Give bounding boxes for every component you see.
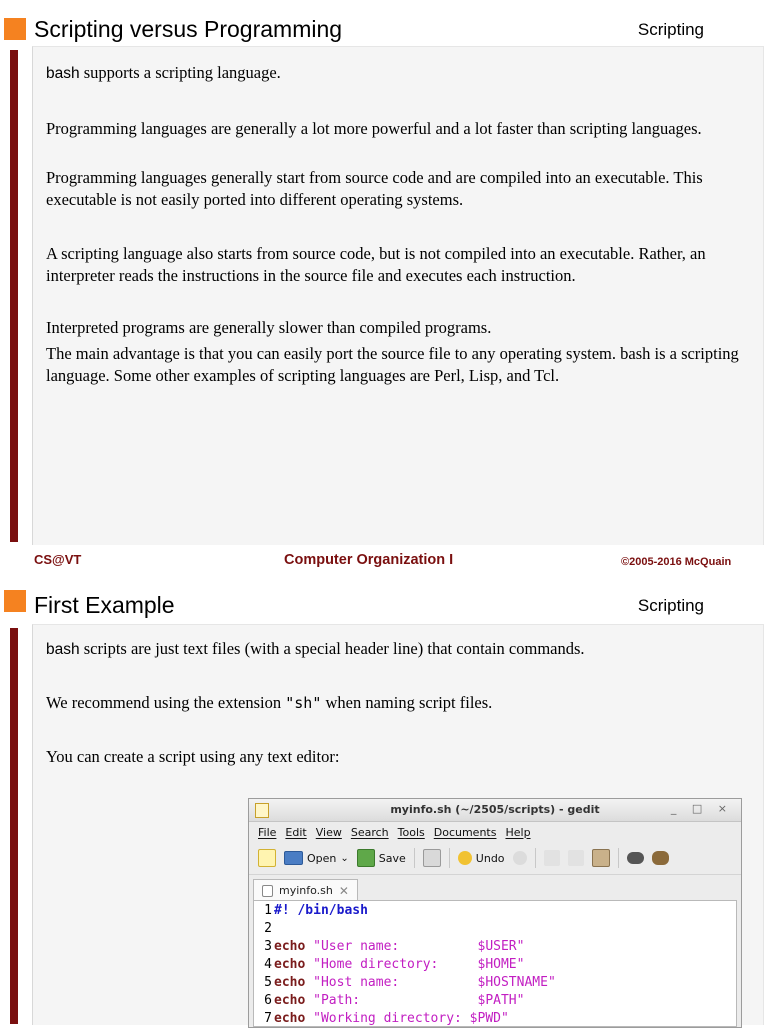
paragraph-text: Programming languages are generally a lot more powerful and a lot faster than scripting languages.: [46, 119, 702, 138]
new-button[interactable]: [258, 849, 276, 867]
paste-button[interactable]: [592, 849, 610, 867]
string-literal: "User name: $USER": [305, 939, 525, 954]
copy-button[interactable]: [568, 850, 584, 866]
footer-course: Computer Organization I: [284, 552, 454, 568]
menu-view[interactable]: View: [315, 825, 342, 839]
string-literal: "Path: $PATH": [305, 993, 525, 1008]
printer-icon: [423, 849, 441, 867]
paragraph: [46, 62, 740, 85]
code-line: [254, 938, 736, 956]
undo-label: Undo: [475, 851, 505, 865]
side-bar: [10, 628, 18, 1024]
echo-keyword: echo: [274, 957, 306, 972]
toolbar-separator: [414, 848, 415, 868]
slide-first-example: [0, 580, 768, 1024]
paragraph: [46, 118, 740, 140]
line-number: 1: [264, 903, 272, 918]
code-editor[interactable]: [253, 900, 737, 1027]
title-marker: [4, 590, 26, 612]
binoculars-icon: [627, 852, 644, 864]
paragraph: [46, 343, 740, 387]
menu-search[interactable]: Search: [350, 825, 389, 839]
line-number: 2: [264, 921, 272, 936]
echo-keyword: echo: [274, 975, 306, 990]
menu-help[interactable]: Help: [505, 825, 531, 839]
extension-code: "sh": [285, 694, 322, 712]
line-number: 6: [264, 993, 272, 1008]
paragraph: [46, 243, 740, 287]
code-line: [254, 920, 736, 938]
echo-keyword: echo: [274, 939, 306, 954]
open-label: Open: [307, 851, 337, 865]
toolbar-separator: [449, 848, 450, 868]
line-number: 4: [264, 957, 272, 972]
string-literal: "Home directory: $HOME": [305, 957, 525, 972]
find-button[interactable]: [627, 852, 644, 864]
open-button[interactable]: [284, 851, 349, 865]
toolbar-separator: [618, 848, 619, 868]
string-literal: "Host name: $HOSTNAME": [305, 975, 556, 990]
new-document-icon: [258, 849, 276, 867]
save-button[interactable]: [357, 849, 406, 867]
undo-icon: [458, 851, 472, 865]
menu-file[interactable]: File: [258, 825, 277, 839]
tab-label: myinfo.sh: [279, 884, 333, 897]
paragraph-text: when naming script files.: [321, 693, 493, 712]
menu-tools[interactable]: Tools: [397, 825, 425, 839]
slide-title: First Example: [34, 592, 175, 618]
undo-button[interactable]: [458, 851, 505, 865]
paragraph-text: A scripting language also starts from source code, but is not compiled into an executable. Rather, an interpreter reads the instructions in the source file and executes each instruction.: [46, 244, 706, 285]
paragraph-text: We recommend using the extension: [46, 693, 286, 712]
string-literal: "Working directory: $PWD": [305, 1011, 509, 1026]
copy-icon: [568, 850, 584, 866]
paragraph: [46, 638, 740, 661]
paste-icon: [592, 849, 610, 867]
toolbar-separator: [535, 848, 536, 868]
line-number: 5: [264, 975, 272, 990]
menu-bar: [249, 822, 741, 842]
toolbar: [249, 842, 741, 875]
code-line: [254, 902, 736, 920]
paragraph-text: supports a scripting language.: [79, 63, 281, 82]
line-number: 7: [264, 1011, 272, 1026]
menu-edit[interactable]: Edit: [285, 825, 307, 839]
paragraph: [46, 746, 740, 768]
gedit-window: [248, 798, 742, 1028]
code-line: [254, 992, 736, 1010]
folder-icon: [284, 851, 303, 865]
window-controls[interactable]: _ □ ×: [670, 802, 733, 815]
section-label: Scripting: [637, 20, 704, 39]
chevron-down-icon: ⌄: [340, 852, 349, 864]
find-replace-icon: [652, 851, 669, 865]
cut-icon: [544, 850, 560, 866]
window-title: myinfo.sh (~/2505/scripts) - gedit: [390, 803, 600, 816]
code-line: [254, 974, 736, 992]
file-icon: [262, 885, 273, 897]
close-icon[interactable]: ✕: [338, 883, 349, 898]
side-bar: [10, 50, 18, 542]
paragraph-text: You can create a script using any text editor:: [46, 747, 340, 766]
code-line: [254, 1010, 736, 1028]
paragraph: [46, 167, 740, 211]
echo-keyword: echo: [274, 1011, 306, 1026]
footer-cs-vt: CS@VT: [34, 552, 82, 567]
paragraph: [46, 317, 740, 339]
line-number: 3: [264, 939, 272, 954]
paragraph-text: Interpreted programs are generally slower than compiled programs.: [46, 318, 492, 337]
footer-copyright: ©2005-2016 McQuain: [621, 556, 732, 568]
print-button[interactable]: [423, 849, 441, 867]
title-marker: [4, 18, 26, 40]
replace-button[interactable]: [652, 851, 669, 865]
slide-title: Scripting versus Programming: [34, 16, 343, 42]
bash-keyword: bash: [46, 641, 80, 658]
paragraph: [46, 692, 740, 714]
cut-button[interactable]: [544, 850, 560, 866]
paragraph-text: Programming languages generally start from source code and are compiled into an executable. This executable is not easily ported into different operating systems.: [46, 168, 703, 209]
redo-button[interactable]: [513, 851, 527, 865]
paragraph-text: scripts are just text files (with a special header line) that contain commands.: [79, 639, 585, 658]
section-label: Scripting: [637, 596, 704, 615]
shebang: #! /bin/bash: [274, 903, 368, 918]
redo-icon: [513, 851, 527, 865]
tab-bar: [249, 875, 741, 901]
code-line: [254, 956, 736, 974]
menu-documents[interactable]: Documents: [433, 825, 497, 839]
tab-myinfo[interactable]: [253, 879, 358, 901]
window-titlebar[interactable]: [249, 799, 741, 822]
bash-keyword: bash: [46, 65, 80, 82]
save-icon: [357, 849, 375, 867]
echo-keyword: echo: [274, 993, 306, 1008]
save-label: Save: [378, 851, 406, 865]
paragraph-text: The main advantage is that you can easily port the source file to any operating system. bash is a scripting language. Some other examples of scripting languages are Perl, Lisp, and Tcl.: [46, 344, 739, 385]
